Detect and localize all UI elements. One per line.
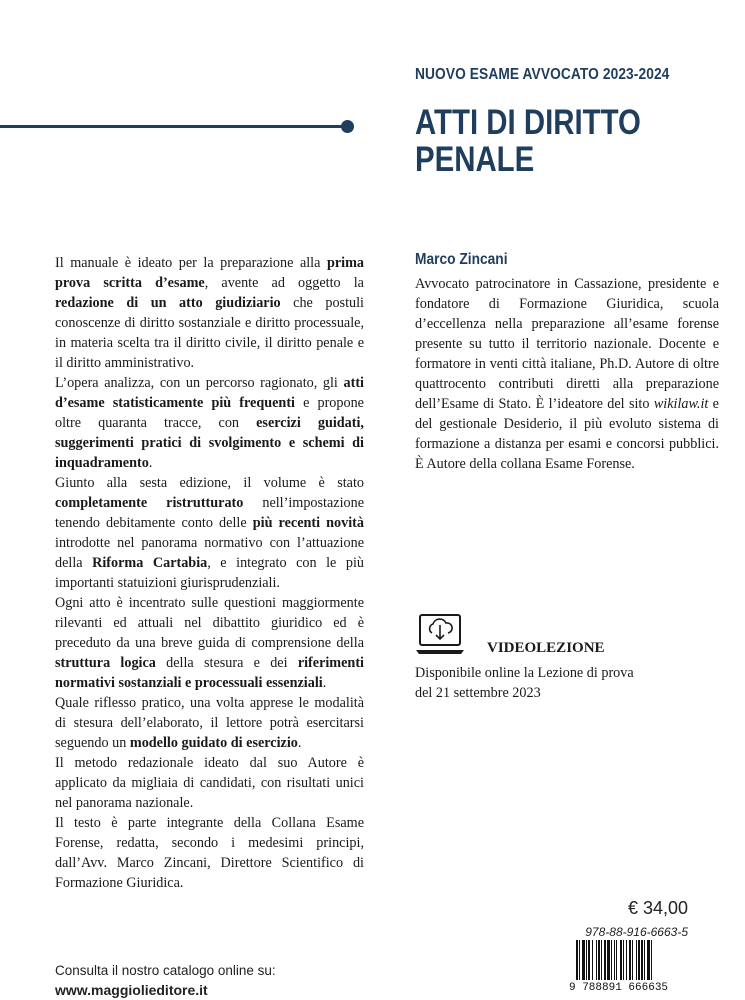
series-title: NUOVO ESAME AVVOCATO 2023-2024 (415, 66, 670, 83)
barcode-bar (611, 940, 612, 980)
price: € 34,00 (627, 898, 688, 918)
barcode-bar (592, 940, 593, 980)
barcode-bar (601, 940, 602, 980)
barcode-bar (579, 940, 580, 980)
barcode-bar (620, 940, 622, 980)
website-mention: wikilaw.it (653, 396, 709, 412)
video-lesson-title: VIDEOLEZIONE (487, 640, 605, 656)
barcode-bar (647, 940, 650, 980)
book-description (55, 253, 364, 893)
description-paragraph-1: Il manuale è ideato per la preparazione alla prima prova scritta d’esame, avente ad oggetto la redazione di un atto giudiziario che postuli conoscenze di diritto sostanziale e diritto processuale, in materia scelta tra il diritto civile, il diritto penale e il diritto amministrativo. (55, 255, 364, 371)
author-name: Marco Zincani (415, 251, 508, 268)
barcode-bar (576, 940, 578, 980)
barcode-bar (623, 940, 624, 980)
barcode-bar (604, 940, 606, 980)
barcode-bar (626, 940, 627, 980)
description-paragraph-4: Ogni atto è incentrato sulle questioni maggiormente rilevanti ed attuali nel dibattito giuridico ed è preceduto da una breve guida di comprensione della struttura logica della stesura e dei riferimenti normativi sostanziali e processuali essenziali. (55, 595, 364, 691)
barcode-bar (644, 940, 645, 980)
barcode-bar (614, 940, 615, 980)
barcode-bar (616, 940, 617, 980)
barcode-bars (576, 940, 652, 980)
barcode-bar (582, 940, 585, 980)
barcode-bar (586, 940, 587, 980)
barcode (566, 940, 696, 992)
book-title-line-1: ATTI DI DIRITTO (415, 103, 641, 142)
book-title-line-2: PENALE (415, 140, 535, 179)
description-paragraph-7: Il testo è parte integrante della Collana Esame Forense, redatta, secondo i medesimi principi, dall’Avv. Marco Zincani, Direttore Scientifico di Formazione Giuridica. (55, 815, 364, 891)
author-bio: Avvocato patrocinatore in Cassazione, presidente e fondatore di Formazione Giuridica, scuola d’eccellenza nella preparazione all’esame forense presente su tutto il territorio nazionale. Docente e formatore in venti città italiane, Ph.D. Autore di oltre quattrocento contributi diretti alla preparazione dell’Esame di Stato. È l’ideatore del sito wikilaw.it e del gestionale Desiderio, il più evoluto sistema di formazione a distanza per esami e concorsi pubblici. È Autore della collana Esame Forense. (415, 276, 719, 472)
description-paragraph-5: Quale riflesso pratico, una volta apprese le modalità di stesura dell’elaborato, il lettore potrà esercitarsi seguendo un modello guidato di esercizio. (55, 695, 364, 751)
barcode-bar (641, 940, 643, 980)
barcode-bar (638, 940, 640, 980)
barcode-bar (596, 940, 597, 980)
video-lesson-text: Disponibile online la Lezione di prova del 21 settembre 2023 (415, 665, 634, 701)
decorative-dot (341, 120, 354, 133)
catalog-text: Consulta il nostro catalogo online su: (55, 963, 276, 978)
barcode-bar (607, 940, 610, 980)
barcode-bar (636, 940, 637, 980)
description-paragraph-3: Giunto alla sesta edizione, il volume è stato completamente ristrutturato nell’impostazione tenendo debitamente conto delle più recenti novità introdotte nel panorama normativo con l’attuazione della Riforma Cartabia, e integrato con le più importanti statuizioni giurisprudenziali. (55, 475, 364, 591)
barcode-bar (588, 940, 590, 980)
barcode-bar (632, 940, 633, 980)
barcode-bar (598, 940, 600, 980)
description-paragraph-2: L’opera analizza, con un percorso ragionato, gli atti d’esame statisticamente più frequenti e propone oltre quaranta tracce, con esercizi guidati, suggerimenti pratici di svolgimento e schemi di inquadramento. (55, 375, 364, 471)
barcode-digits: 9 788891 666635 (569, 982, 669, 992)
description-paragraph-6: Il metodo redazionale ideato dal suo Autore è applicato da migliaia di candidati, con risultati unici nel panorama nazionale. (55, 755, 364, 811)
barcode-bar (651, 940, 652, 980)
laptop-cloud-download-icon (415, 612, 465, 657)
isbn: 978-88-916-6663-5 (585, 925, 688, 939)
barcode-bar (629, 940, 631, 980)
book-title (415, 104, 641, 178)
publisher-website: www.maggiolieditore.it (55, 982, 208, 998)
decorative-rule (0, 125, 346, 128)
